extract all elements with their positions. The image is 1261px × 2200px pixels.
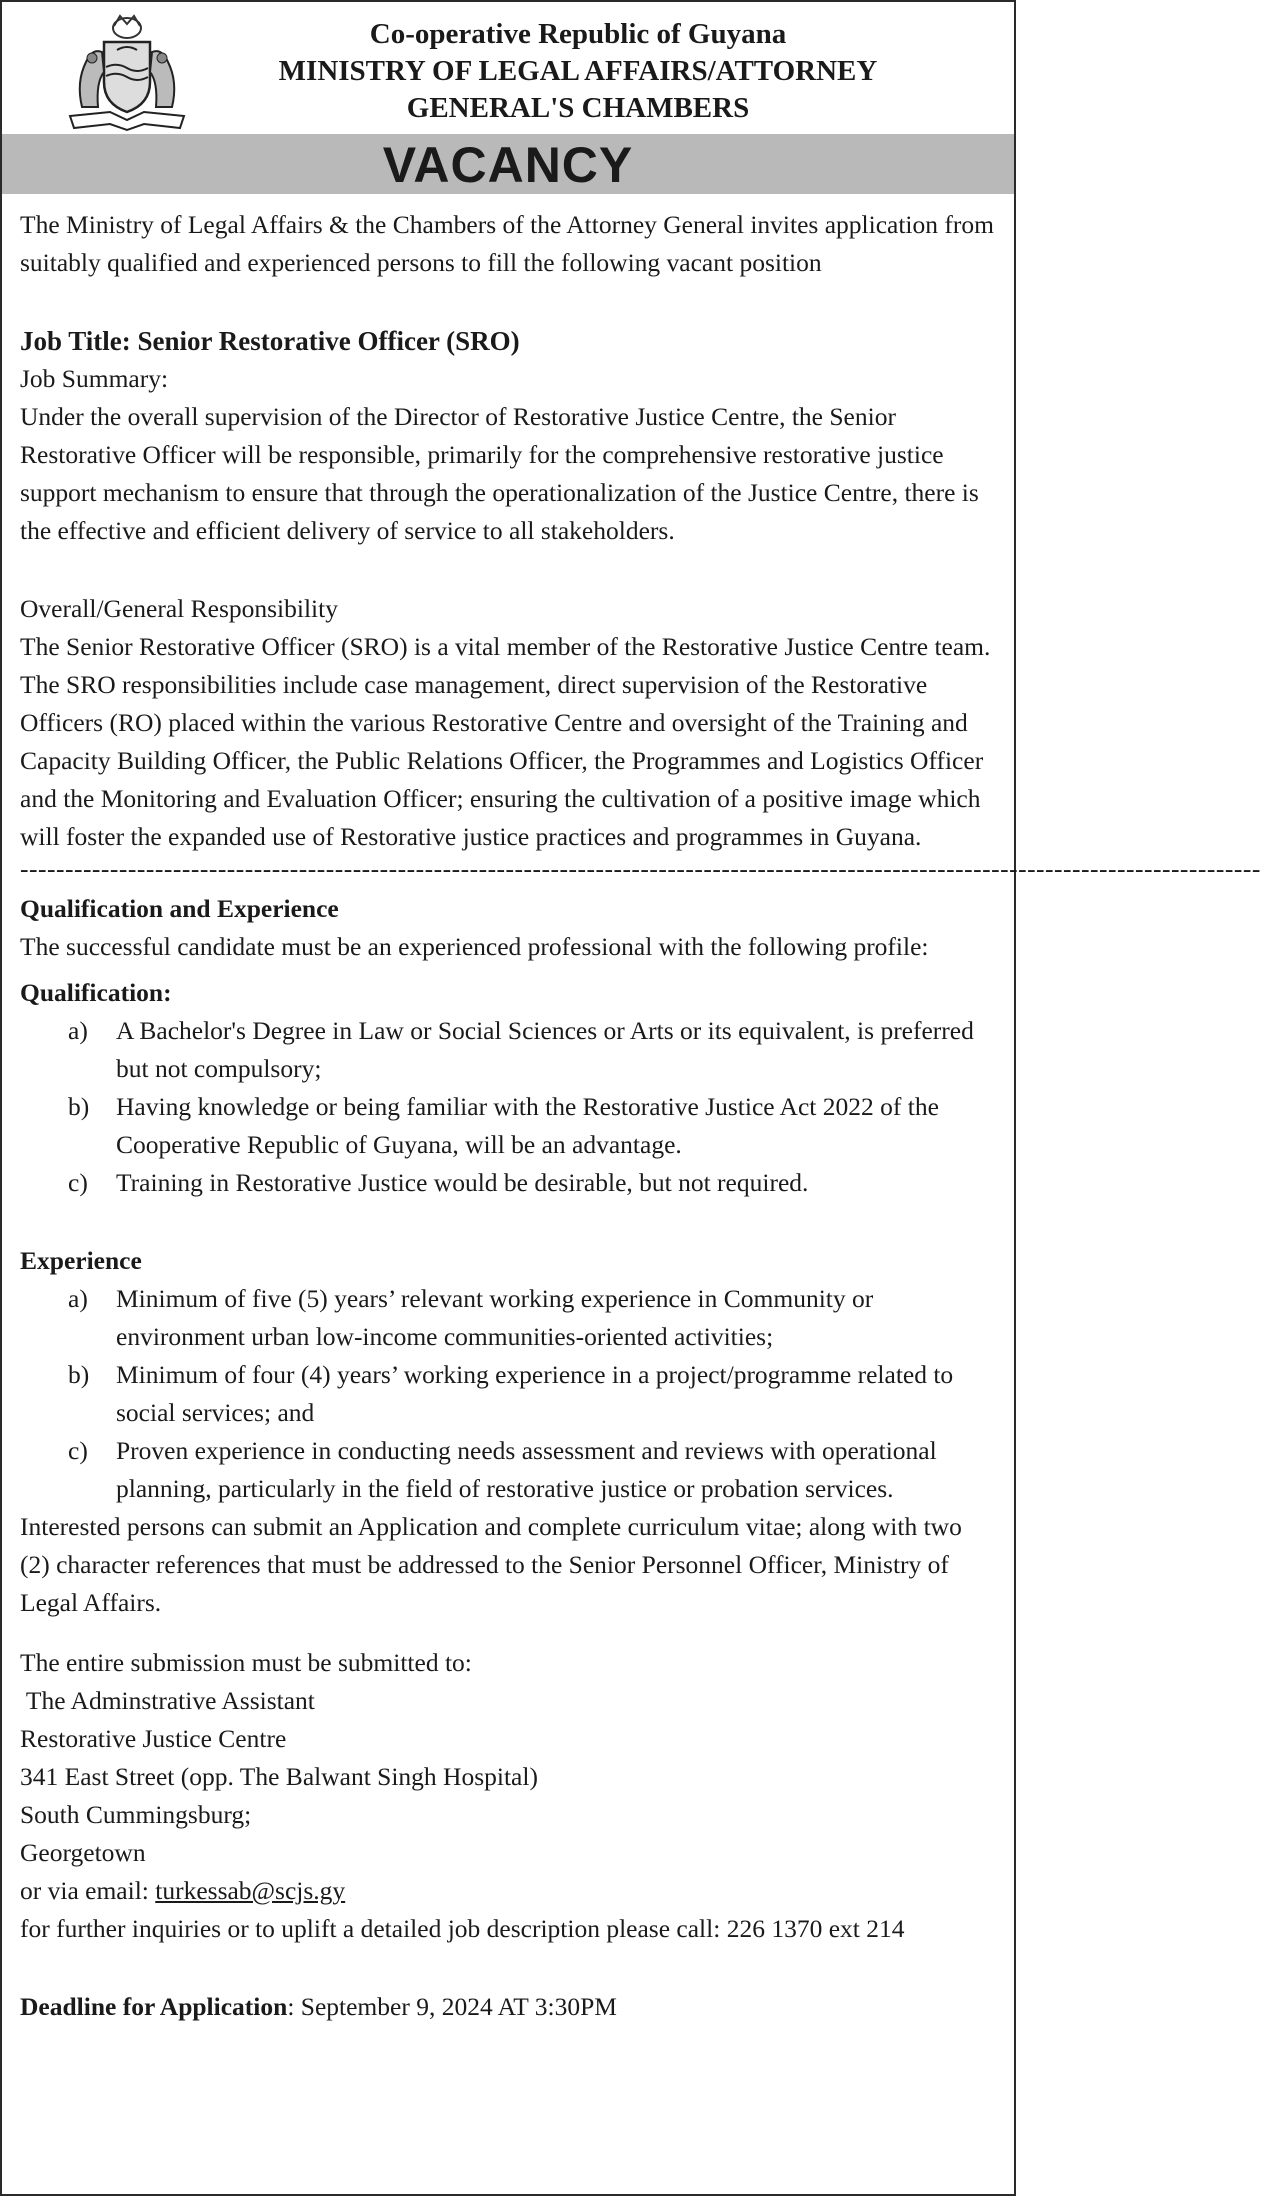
deadline-label: Deadline for Application: [20, 1992, 288, 2021]
submission-intro: The entire submission must be submitted to:: [20, 1648, 472, 1677]
email-link[interactable]: turkessab@scjs.gy: [155, 1876, 346, 1905]
ministry-name: MINISTRY OF LEGAL AFFAIRS/ATTORNEY: [278, 55, 878, 87]
list-item: [20, 1280, 996, 1356]
list-item-text: Minimum of four (4) years’ working experience in a project/programme related to social services; and: [116, 1360, 954, 1427]
list-item: [20, 1088, 996, 1164]
deadline-value: : September 9, 2024 AT 3:30PM: [287, 1992, 617, 2021]
list-item-text: Proven experience in conducting needs assessment and reviews with operational planning, particularly in the field of restorative justice or probation services.: [116, 1436, 937, 1503]
address-line: Restorative Justice Centre: [20, 1724, 287, 1753]
address-line: South Cummingsburg;: [20, 1800, 252, 1829]
responsibility-label: Overall/General Responsibility: [20, 594, 338, 623]
application-instructions: Interested persons can submit an Application and complete curriculum vitae; along with two (2) character references that must be addressed to the Senior Personnel Officer, Ministry of Legal Affairs.: [20, 1512, 962, 1617]
guyana-coat-of-arms-icon: [62, 12, 192, 132]
responsibility-text: The Senior Restorative Officer (SRO) is a vital member of the Restorative Justice Centre team. The SRO responsibilities include case management, direct supervision of the Restorative Officers (RO) placed within the various Restorative Centre and oversight of the Training and Capacity Building Officer, the Public Relations Officer, the Programmes and Logistics Officer and the Monitoring and Evaluation Officer; ensuring the cultivation of a positive image which will foster the expanded use of Restorative justice practices and programmes in Guyana.: [20, 632, 991, 851]
qualification-list: [20, 1012, 996, 1202]
list-marker: c): [68, 1168, 88, 1197]
intro-paragraph: The Ministry of Legal Affairs & the Chambers of the Attorney General invites application from suitably qualified and experienced persons to fill the following vacant position: [20, 210, 994, 277]
ministry-name-cont: GENERAL'S CHAMBERS: [406, 92, 750, 124]
vacancy-banner: VACANCY: [2, 134, 1014, 194]
list-item: [20, 1356, 996, 1432]
address-line: 341 East Street (opp. The Balwant Singh Hospital): [20, 1762, 538, 1791]
list-item: [20, 1164, 996, 1202]
deadline: [20, 1988, 996, 2026]
qualification-heading: Qualification:: [20, 978, 172, 1007]
job-summary-label: Job Summary:: [20, 364, 169, 393]
list-item-text: Training in Restorative Justice would be desirable, but not required.: [116, 1168, 809, 1197]
inquiries-text: for further inquiries or to uplift a detailed job description please call: 226 1370 ext 214: [20, 1914, 905, 1943]
experience-heading: Experience: [20, 1246, 142, 1275]
job-title: Job Title: Senior Restorative Officer (SRO): [20, 326, 520, 356]
address-line: The Adminstrative Assistant: [20, 1686, 315, 1715]
country-name: Co-operative Republic of Guyana: [369, 18, 787, 50]
list-item: [20, 1432, 996, 1508]
list-item-text: A Bachelor's Degree in Law or Social Sciences or Arts or its equivalent, is preferred but not compulsory;: [116, 1016, 974, 1083]
list-item: [20, 1012, 996, 1088]
qualification-experience-intro: The successful candidate must be an experienced professional with the following profile:: [20, 932, 929, 961]
list-marker: b): [68, 1360, 90, 1389]
divider: ------------------------------------------------------------------------------------------------------------------------------------------: [20, 854, 1261, 883]
header: [2, 2, 1014, 134]
qualification-experience-heading: Qualification and Experience: [20, 894, 339, 923]
list-item-text: Minimum of five (5) years’ relevant working experience in Community or environment urban low-income communities-oriented activities;: [116, 1284, 874, 1351]
list-marker: a): [68, 1016, 88, 1045]
list-item-text: Having knowledge or being familiar with the Restorative Justice Act 2022 of the Cooperative Republic of Guyana, will be an advantage.: [116, 1092, 939, 1159]
list-marker: c): [68, 1436, 88, 1465]
email-line: [20, 1872, 996, 1910]
address-line: Georgetown: [20, 1838, 146, 1867]
job-summary-text: Under the overall supervision of the Director of Restorative Justice Centre, the Senior Restorative Officer will be responsible, primarily for the comprehensive restorative justice support mechanism to ensure that through the operationalization of the Justice Centre, there is the effective and efficient delivery of service to all stakeholders.: [20, 402, 979, 545]
header-title: [202, 16, 954, 127]
list-marker: a): [68, 1284, 88, 1313]
email-prefix: or via email:: [20, 1876, 156, 1905]
list-marker: b): [68, 1092, 90, 1121]
notice-body: [2, 194, 1261, 2026]
experience-list: [20, 1280, 996, 1508]
